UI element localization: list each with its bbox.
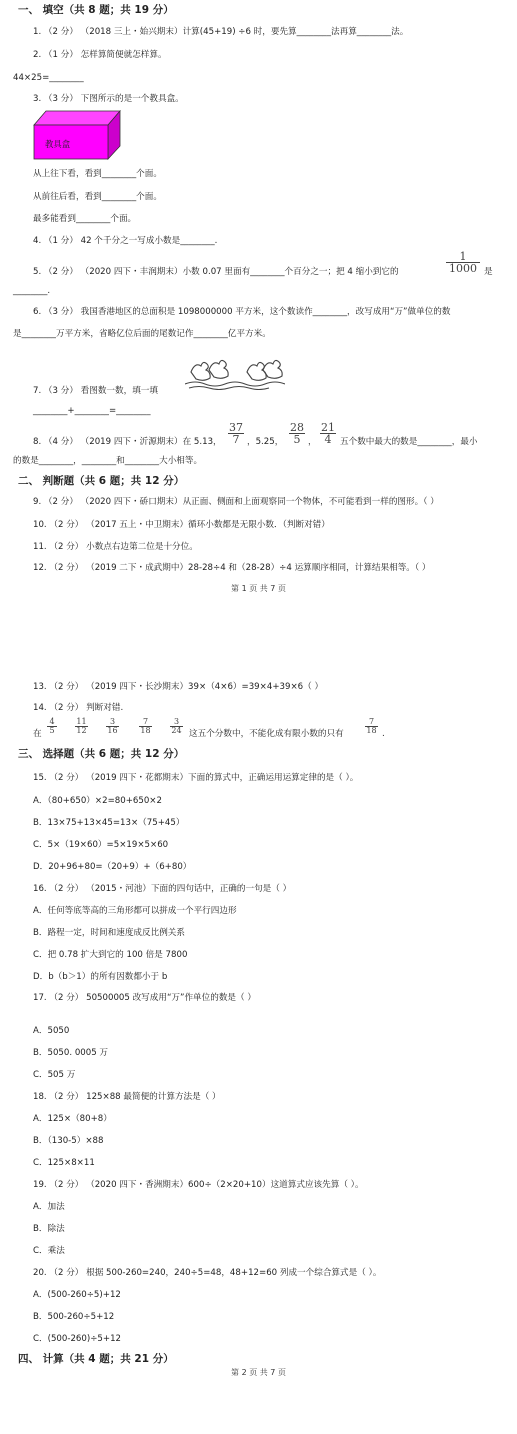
section-title-choice: 三、 选择题（共 6 题；共 12 分） (18, 748, 185, 760)
denominator: 1000 (449, 262, 477, 275)
question-14-text: 这五个分数中，不能化成有限小数的只有 (189, 729, 344, 739)
denominator: 18 (140, 726, 151, 735)
fraction-11-12 (75, 718, 88, 735)
numerator: 7 (139, 718, 152, 727)
question-1: 1. （2 分） （2018 三上・始兴期末）计算(45+19) ÷6 时，要先算________法再算________法。 (33, 27, 409, 37)
question-19-option-b: B．除法 (33, 1224, 65, 1234)
question-11: 11. （2 分） 小数点右边第二位是十分位。 (33, 542, 198, 552)
question-20-option-c: C．(500-260)÷5+12 (33, 1334, 122, 1344)
question-16-option-d: D．b（b＞1）的所有因数都小于 b (33, 972, 168, 982)
question-20-option-a: A．(500-260÷5)+12 (33, 1290, 121, 1300)
question-18-option-b: B．（130-5）×88 (33, 1136, 104, 1146)
denominator: 5 (293, 433, 301, 446)
question-18: 18. （2 分） 125×88 最简便的计算方法是（ ） (33, 1092, 221, 1102)
question-5-blank: ________. (13, 286, 51, 296)
question-15-option-a: A．（80+650）×2=80+650×2 (33, 796, 162, 806)
question-6: 6. （3 分） 我国香港地区的总面积是 1098000000 平方米，这个数读作________，改写成用“万”做单位的数 (33, 307, 451, 317)
question-17-option-b: B．5050. 0005 万 (33, 1048, 109, 1058)
question-8-cont: 的数是________，________和________大小相等。 (13, 456, 203, 466)
question-9: 9. （2 分） （2020 四下・硚口期末）从正面、侧面和上面观察同一个物体，不可能看到一样的图形。（ ） (33, 497, 439, 507)
question-2: 2. （1 分） 怎样算简便就怎样算。 (33, 50, 167, 60)
denominator: 4 (324, 433, 332, 446)
section-title-true-false: 二、 判断题（共 6 题；共 12 分） (18, 475, 185, 487)
question-6-cont: 是________万平方米，省略亿位后面的尾数记作________亿平方米。 (13, 329, 271, 339)
numerator: 28 (290, 421, 304, 434)
denominator: 12 (76, 726, 87, 735)
comma: ， (308, 437, 317, 447)
question-17-option-a: A．5050 (33, 1026, 70, 1036)
section-title-fill-in: 一、 填空（共 8 题；共 19 分） (18, 4, 174, 16)
question-2-blank: 44×25=________ (13, 73, 84, 83)
fraction-4-5 (47, 718, 57, 735)
question-15: 15. （2 分） （2019 四下・花都期末）下面的算式中，正确运用运算定律的是（ ）。 (33, 773, 359, 783)
question-16: 16. （2 分） （2015・河池）下面的四句话中，正确的一句是（ ） (33, 884, 292, 894)
question-7-blanks: ________+________=________ (33, 406, 151, 416)
question-20-option-b: B．500-260÷5+12 (33, 1312, 115, 1322)
fraction-37-7 (228, 422, 244, 445)
question-10: 10. （2 分） （2017 五上・中卫期末）循环小数都是无限小数．（判断对错） (33, 520, 330, 530)
fraction-1-1000 (446, 251, 480, 274)
question-19-option-a: A．加法 (33, 1202, 65, 1212)
question-18-option-c: C．125×8×11 (33, 1158, 95, 1168)
numerator: 4 (47, 718, 57, 727)
numerator: 3 (106, 718, 119, 727)
question-19-option-c: C．乘法 (33, 1246, 65, 1256)
page-footer-2: 第 2 页 共 7 页 (231, 1368, 286, 1377)
fraction-3-16 (106, 718, 119, 735)
numerator: 3 (170, 718, 183, 727)
box-label: 教具盒 (45, 139, 71, 149)
box-drawing (33, 108, 123, 160)
question-8-tail: 五个数中最大的数是________，最小 (340, 437, 478, 447)
question-16-option-c: C．把 0.78 扩大到它的 100 倍是 7800 (33, 950, 188, 960)
fraction-7-18 (139, 718, 152, 735)
question-8: 8. （4 分） （2019 四下・沂源期末）在 5.13， (33, 437, 222, 447)
numerator: 7 (365, 718, 378, 727)
question-20: 20. （2 分） 根据 500-260=240，240÷5=48，48+12=60 列成一个综合算式是（ ）。 (33, 1268, 382, 1278)
denominator: 18 (366, 726, 377, 735)
fraction-3-24 (170, 718, 183, 735)
question-13: 13. （2 分） （2019 四下・长沙期末）39×（4×6）=39×4+39×6（ ） (33, 682, 324, 692)
question-18-option-a: A．125×（80+8） (33, 1114, 112, 1124)
question-5: 5. （2 分） （2020 四下・丰润期末）小数 0.07 里面有________个百分之一；把 4 缩小到它的 (33, 267, 399, 277)
question-3: 3. （3 分） 下图所示的是一个教具盒。 (33, 94, 184, 104)
question-5-tail: 是 (484, 267, 493, 277)
question-3-top-view: 从上往下看，看到________个面。 (33, 169, 162, 179)
denominator: 5 (49, 726, 55, 735)
numerator: 21 (321, 421, 335, 434)
question-12: 12. （2 分） （2019 二下・成武期中）28-28÷4 和（28-28）÷4 运算顺序相同，计算结果相等。（ ） (33, 563, 431, 573)
period: . (382, 729, 385, 739)
question-17-option-c: C．505 万 (33, 1070, 76, 1080)
fraction-7-18-answer (365, 718, 378, 735)
question-15-option-d: D．20+96+80=（20+9）+（6+80） (33, 862, 192, 872)
page-footer-1: 第 1 页 共 7 页 (231, 584, 286, 593)
question-15-option-c: C．5×（19×60）=5×19×5×60 (33, 840, 169, 850)
question-8-mid: ，5.25， (247, 437, 284, 447)
question-14-prefix: 在 (33, 729, 42, 739)
fraction-28-5 (289, 422, 305, 445)
question-3-front-view: 从前往后看，看到________个面。 (33, 192, 162, 202)
denominator: 24 (171, 726, 182, 735)
question-16-option-a: A．任何等底等高的三角形都可以拼成一个平行四边形 (33, 906, 237, 916)
question-4: 4. （1 分） 42 个千分之一写成小数是________. (33, 236, 218, 246)
teaching-box-figure (33, 108, 123, 160)
section-title-calculation: 四、 计算（共 4 题；共 21 分） (18, 1353, 174, 1365)
numerator: 1 (446, 251, 480, 263)
denominator: 16 (107, 726, 118, 735)
ducks-figure (185, 350, 285, 390)
question-3-max-view: 最多能看到________个面。 (33, 214, 137, 224)
question-19: 19. （2 分） （2020 四下・香洲期末）600÷（2×20+10）这道算式应该先算（ ）。 (33, 1180, 364, 1190)
denominator: 7 (232, 433, 240, 446)
question-15-option-b: B．13×75+13×45=13×（75+45） (33, 818, 185, 828)
question-14: 14. （2 分） 判断对错. (33, 703, 124, 713)
question-17: 17. （2 分） 50500005 改写成用“万”作单位的数是（ ） (33, 993, 256, 1003)
question-7: 7. （3 分） 看图数一数，填一填 (33, 386, 158, 396)
question-16-option-b: B．路程一定，时间和速度成反比例关系 (33, 928, 185, 938)
numerator: 37 (229, 421, 243, 434)
numerator: 11 (76, 717, 87, 726)
fraction-21-4 (320, 422, 336, 445)
